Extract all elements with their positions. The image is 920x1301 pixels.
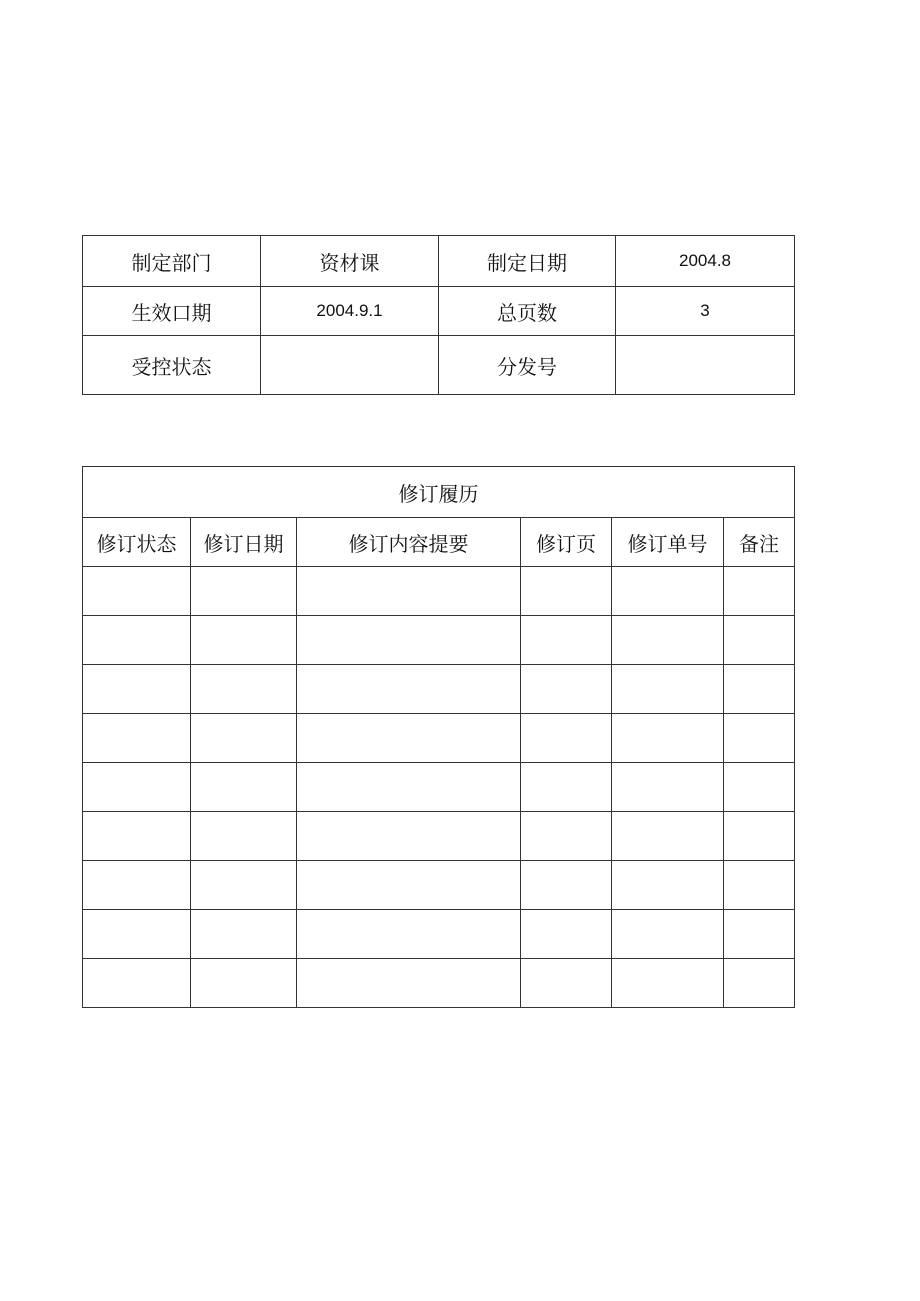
revision-history-cell — [191, 861, 297, 910]
revision-history-row — [83, 910, 795, 959]
revision-history-cell — [83, 812, 191, 861]
revision-history-cell — [191, 714, 297, 763]
label-distribution-number: 分发号 — [439, 336, 616, 395]
revision-history-cell — [297, 616, 521, 665]
revision-history-cell — [191, 616, 297, 665]
label-effective-date: 生效口期 — [83, 287, 261, 336]
revision-history-cell — [297, 861, 521, 910]
revision-history-cell — [83, 665, 191, 714]
revision-history-cell — [83, 763, 191, 812]
revision-history-cell — [297, 665, 521, 714]
revision-history-cell — [612, 714, 724, 763]
revision-history-header-row — [83, 518, 795, 567]
revision-history-cell — [521, 763, 612, 812]
revision-history-cell — [724, 812, 795, 861]
revision-history-row — [83, 665, 795, 714]
value-control-status — [261, 336, 439, 395]
info-row — [83, 236, 795, 287]
revision-history-cell — [612, 812, 724, 861]
column-header-remarks: 备注 — [724, 518, 795, 567]
revision-history-cell — [83, 959, 191, 1008]
revision-history-row — [83, 616, 795, 665]
revision-history-cell — [191, 812, 297, 861]
revision-history-row — [83, 567, 795, 616]
revision-history-row — [83, 861, 795, 910]
revision-history-cell — [724, 861, 795, 910]
label-total-pages: 总页数 — [439, 287, 616, 336]
revision-history-cell — [297, 812, 521, 861]
revision-history-cell — [724, 616, 795, 665]
revision-history-cell — [297, 567, 521, 616]
revision-history-cell — [83, 616, 191, 665]
label-department: 制定部门 — [83, 236, 261, 287]
revision-history-cell — [724, 959, 795, 1008]
info-row — [83, 287, 795, 336]
revision-history-title: 修订履历 — [83, 467, 795, 518]
revision-history-body — [83, 567, 795, 1008]
value-effective-date: 2004.9.1 — [261, 287, 439, 336]
revision-history-cell — [724, 665, 795, 714]
revision-history-row — [83, 812, 795, 861]
revision-history-cell — [724, 714, 795, 763]
revision-history-cell — [191, 763, 297, 812]
column-header-revision-status: 修订状态 — [83, 518, 191, 567]
revision-history-row — [83, 714, 795, 763]
revision-history-cell — [83, 861, 191, 910]
revision-history-cell — [521, 959, 612, 1008]
revision-history-cell — [83, 910, 191, 959]
revision-history-cell — [83, 567, 191, 616]
column-header-revision-summary: 修订内容提要 — [297, 518, 521, 567]
revision-history-cell — [297, 959, 521, 1008]
revision-history-cell — [521, 812, 612, 861]
value-distribution-number — [616, 336, 795, 395]
column-header-revision-page: 修订页 — [521, 518, 612, 567]
revision-history-title-row — [83, 467, 795, 518]
revision-history-cell — [612, 861, 724, 910]
revision-history-cell — [83, 714, 191, 763]
revision-history-cell — [191, 910, 297, 959]
revision-history-cell — [297, 763, 521, 812]
revision-history-row — [83, 763, 795, 812]
revision-history-cell — [521, 665, 612, 714]
revision-history-cell — [724, 567, 795, 616]
revision-history-row — [83, 959, 795, 1008]
revision-history-cell — [191, 959, 297, 1008]
revision-history-cell — [191, 665, 297, 714]
revision-history-cell — [191, 567, 297, 616]
revision-history-cell — [521, 567, 612, 616]
revision-history-cell — [724, 763, 795, 812]
revision-history-cell — [521, 616, 612, 665]
revision-history-cell — [612, 959, 724, 1008]
value-total-pages: 3 — [616, 287, 795, 336]
value-department: 资材课 — [261, 236, 439, 287]
revision-history-cell — [612, 567, 724, 616]
revision-history-cell — [297, 910, 521, 959]
document-info-table — [82, 235, 795, 395]
revision-history-cell — [612, 763, 724, 812]
revision-history-cell — [724, 910, 795, 959]
revision-history-cell — [297, 714, 521, 763]
value-established-date: 2004.8 — [616, 236, 795, 287]
revision-history-cell — [521, 910, 612, 959]
revision-history-cell — [521, 714, 612, 763]
info-row — [83, 336, 795, 395]
revision-history-table — [82, 466, 795, 1008]
revision-history-cell — [521, 861, 612, 910]
revision-history-cell — [612, 665, 724, 714]
revision-history-cell — [612, 910, 724, 959]
label-control-status: 受控状态 — [83, 336, 261, 395]
revision-history-cell — [612, 616, 724, 665]
column-header-revision-date: 修订日期 — [191, 518, 297, 567]
label-established-date: 制定日期 — [439, 236, 616, 287]
column-header-revision-number: 修订单号 — [612, 518, 724, 567]
